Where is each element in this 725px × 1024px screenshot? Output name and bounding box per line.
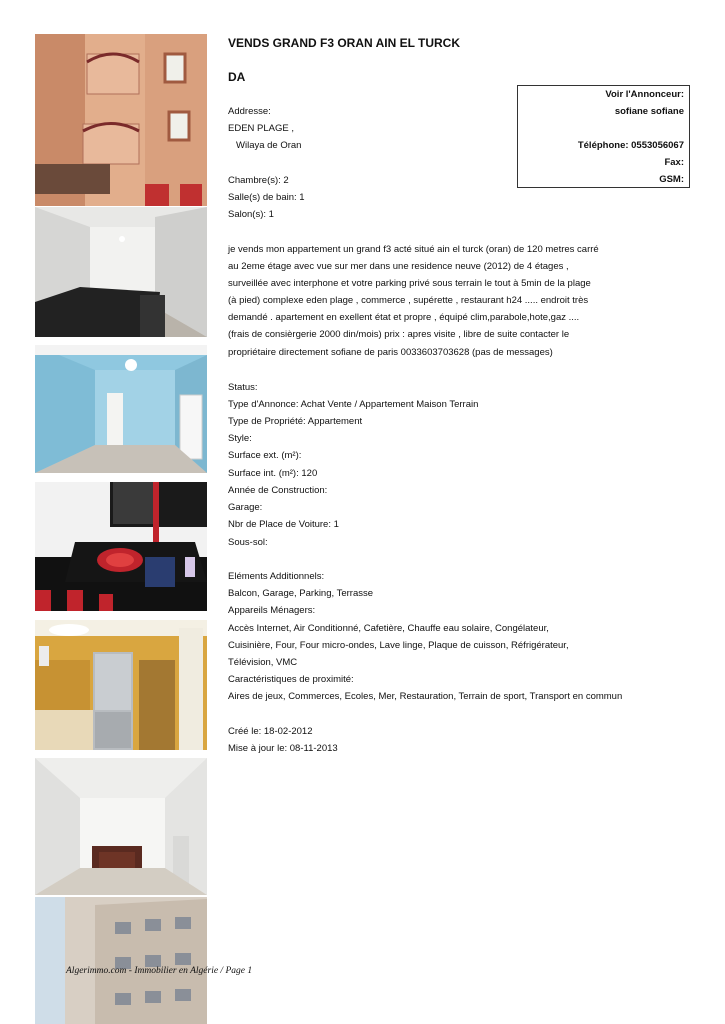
year-built: Année de Construction: — [228, 485, 328, 496]
appliances-label: Appareils Ménagers: — [228, 605, 316, 616]
bathrooms: Salle(s) de bain: 1 — [228, 192, 305, 203]
description-line: (à pied) complexe eden plage , commerce , supérette , restaurant h24 ..... endroit très — [228, 295, 589, 306]
property-type: Type de Propriété: Appartement — [228, 416, 363, 427]
description-line: je vends mon appartement un grand f3 acté situé ain el turck (oran) de 120 metres carré — [228, 244, 599, 255]
listing-price: DA — [228, 70, 246, 84]
advertiser-name[interactable]: sofiane sofiane — [614, 106, 684, 117]
description-line: au 2eme étage avec vue sur mer dans une residence neuve (2012) de 4 étages , — [228, 261, 569, 272]
contact-gsm: GSM: — [659, 174, 684, 185]
basement: Sous-sol: — [228, 537, 268, 548]
updated-date: Mise à jour le: 08-11-2013 — [228, 743, 338, 754]
garage: Garage: — [228, 502, 263, 513]
appliances-line: Télévision, VMC — [228, 657, 298, 668]
contact-heading: Voir l'Annonceur: — [605, 89, 684, 100]
contact-box — [517, 85, 690, 188]
photo-kitchen[interactable] — [35, 620, 207, 750]
page-footer: Algerimmo.com - Immobilier en Algérie / Page 1 — [66, 966, 253, 976]
address-line-2: Wilaya de Oran — [236, 140, 302, 151]
listing-title: VENDS GRAND F3 ORAN AIN EL TURCK — [228, 36, 461, 50]
description-line: demandé . apartement en exellent état et propre , équipé clim,parabole,hote,gaz .... — [228, 312, 580, 323]
photo-building-exterior[interactable] — [35, 897, 207, 1024]
proximity-label: Caractéristiques de proximité: — [228, 674, 354, 685]
extras: Balcon, Garage, Parking, Terrasse — [228, 588, 374, 599]
parking-places: Nbr de Place de Voiture: 1 — [228, 519, 339, 530]
extras-label: Eléments Additionnels: — [228, 571, 325, 582]
photo-hallway[interactable] — [35, 758, 207, 895]
photo-column — [35, 34, 207, 1024]
proximity: Aires de jeux, Commerces, Ecoles, Mer, Restauration, Terrain de sport, Transport en commun — [228, 691, 623, 702]
contact-phone[interactable]: Téléphone: 0553056067 — [577, 140, 684, 151]
description-line: (frais de consièrgerie 2000 din/mois) prix : apres visite , libre de suite contacter le — [228, 329, 570, 340]
announce-type: Type d'Annonce: Achat Vente / Appartement Maison Terrain — [228, 399, 479, 410]
photo-blue-room[interactable] — [35, 345, 207, 473]
created-date: Créé le: 18-02-2012 — [228, 726, 313, 737]
status: Status: — [228, 382, 258, 393]
description-line: surveillée avec interphone et votre parking privé sous terrain le tout à 5min de la plage — [228, 278, 591, 289]
contact-fax: Fax: — [664, 157, 684, 168]
surface-ext: Surface ext. (m²): — [228, 450, 302, 461]
bedrooms: Chambre(s): 2 — [228, 175, 289, 186]
address-line-1: EDEN PLAGE , — [228, 123, 294, 134]
address-label: Addresse: — [228, 106, 271, 117]
appliances-line: Cuisinière, Four, Four micro-ondes, Lave linge, Plaque de cuisson, Réfrigérateur, — [228, 640, 569, 651]
description-line: propriétaire directement sofiane de paris 0033603703628 (pas de messages) — [228, 347, 553, 358]
living-rooms: Salon(s): 1 — [228, 209, 274, 220]
appliances-line: Accès Internet, Air Conditionné, Cafetière, Chauffe eau solaire, Congélateur, — [228, 623, 549, 634]
photo-bathroom[interactable] — [35, 482, 207, 611]
style: Style: — [228, 433, 252, 444]
surface-int: Surface int. (m²): 120 — [228, 468, 318, 479]
photo-living-room[interactable] — [35, 207, 207, 337]
photo-building-facade[interactable] — [35, 34, 207, 206]
